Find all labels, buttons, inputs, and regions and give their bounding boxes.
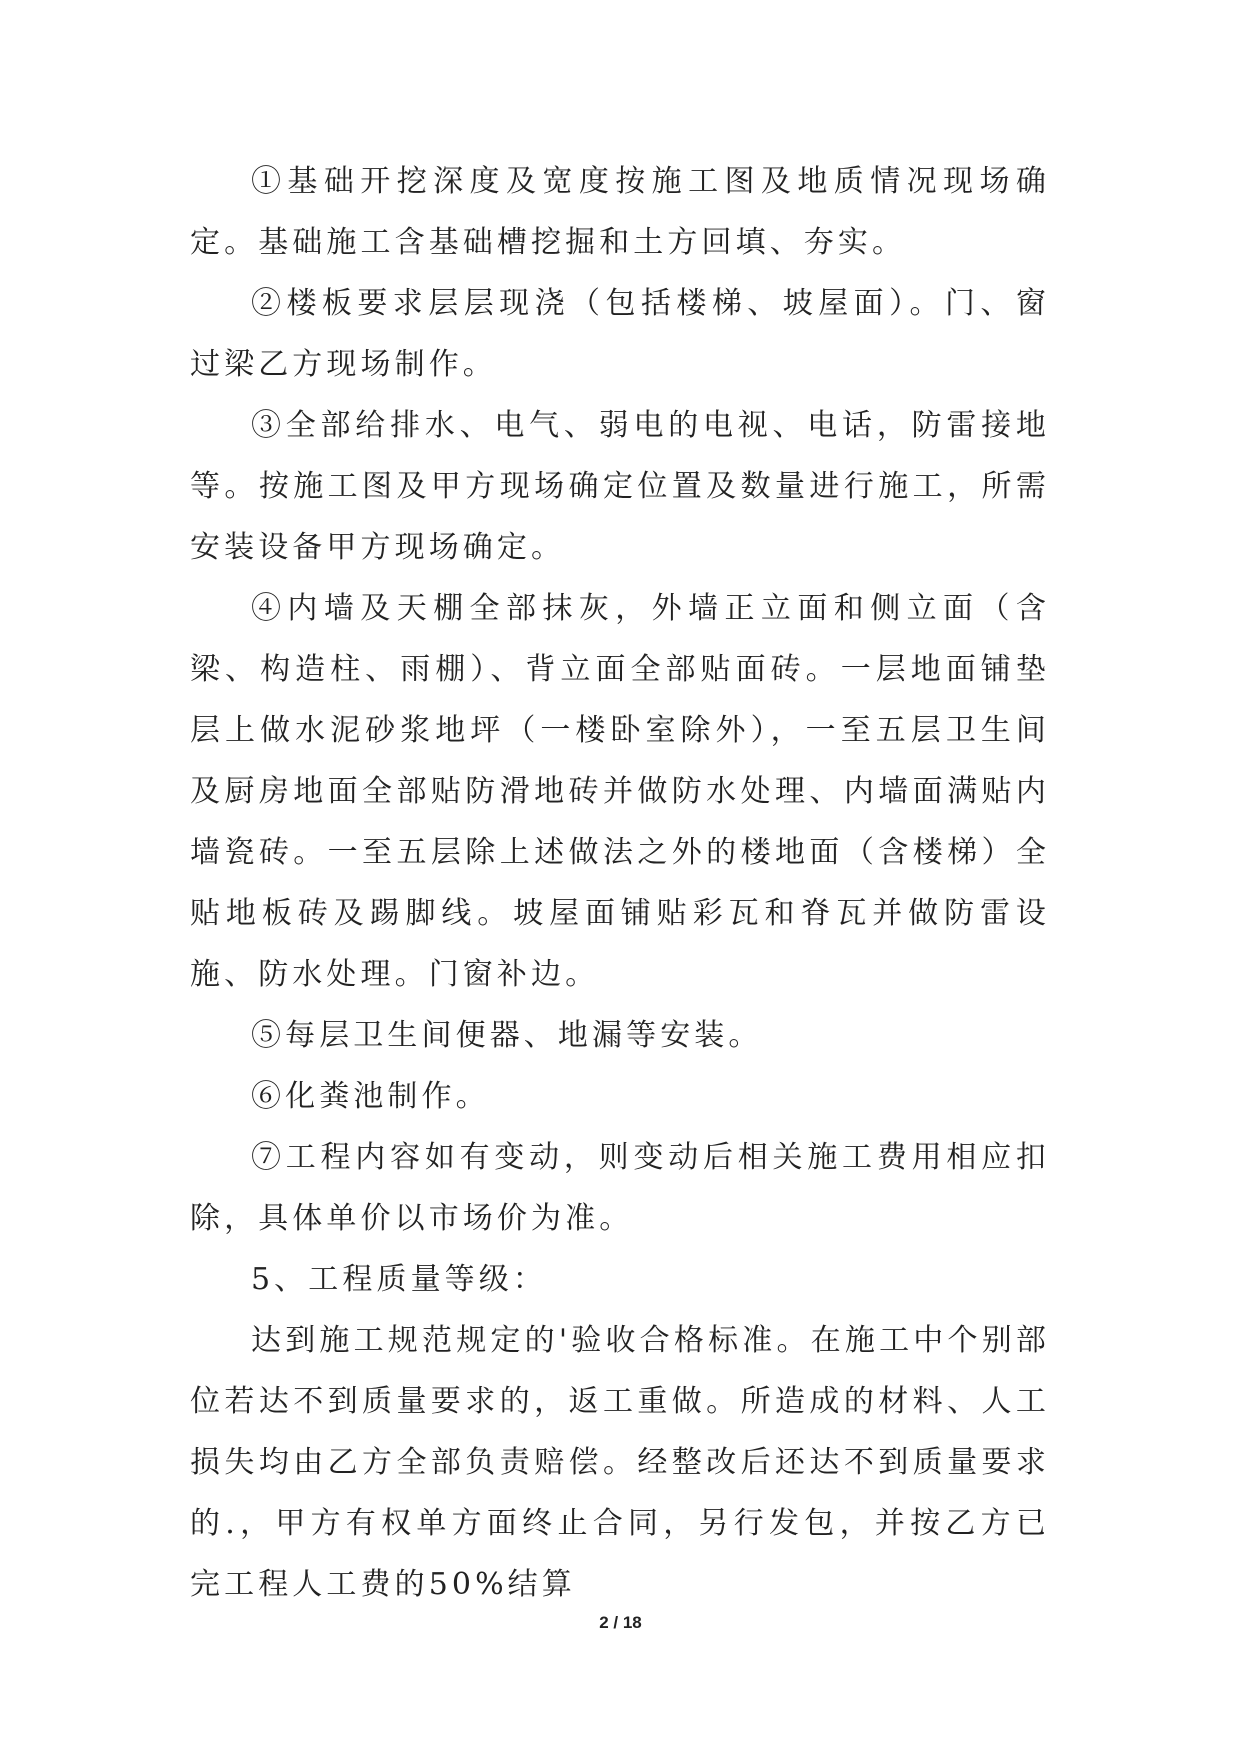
paragraph-quality-standard: 达到施工规范规定的'验收合格标准。在施工中个别部位若达不到质量要求的，返工重做。所造成的材料、人工损失均由乙方全部负责赔偿。经整改后还达不到质量要求的.，甲方有权单方面终止合同，另行发包，并按乙方已完工程人工费的50%结算 bbox=[190, 1323, 1050, 1602]
paragraph-plumbing-electrical: ③全部给排水、电气、弱电的电视、电话，防雷接地等。按施工图及甲方现场确定位置及数量进行施工，所需安装设备甲方现场确定。 bbox=[190, 408, 1050, 565]
document-body bbox=[190, 151, 1050, 1615]
paragraph-floor-slab: ②楼板要求层层现浇（包括楼梯、坡屋面）。门、窗过梁乙方现场制作。 bbox=[190, 286, 1050, 382]
section-heading-quality-grade: 5、工程质量等级： bbox=[251, 1262, 547, 1297]
paragraph-plaster-tiling: ④内墙及天棚全部抹灰，外墙正立面和侧立面（含梁、构造柱、雨棚）、背立面全部贴面砖。一层地面铺垫层上做水泥砂浆地坪（一楼卧室除外），一至五层卫生间及厨房地面全部贴防滑地砖并做防水处理、内墙面满贴内墙瓷砖。一至五层除上述做法之外的楼地面（含楼梯）全贴地板砖及踢脚线。坡屋面铺贴彩瓦和脊瓦并做防雷设施、防水处理。门窗补边。 bbox=[190, 591, 1050, 992]
paragraph-septic-tank: ⑥化粪池制作。 bbox=[251, 1079, 490, 1114]
paragraph-foundation-excavation: ①基础开挖深度及宽度按施工图及地质情况现场确定。基础施工含基础槽挖掘和土方回填、夯实。 bbox=[190, 164, 1050, 260]
paragraph-sanitary-install: ⑤每层卫生间便器、地漏等安装。 bbox=[251, 1018, 763, 1053]
page-number: 2 / 18 bbox=[599, 1613, 642, 1632]
paragraph-content-changes: ⑦工程内容如有变动，则变动后相关施工费用相应扣除，具体单价以市场价为准。 bbox=[190, 1140, 1050, 1236]
